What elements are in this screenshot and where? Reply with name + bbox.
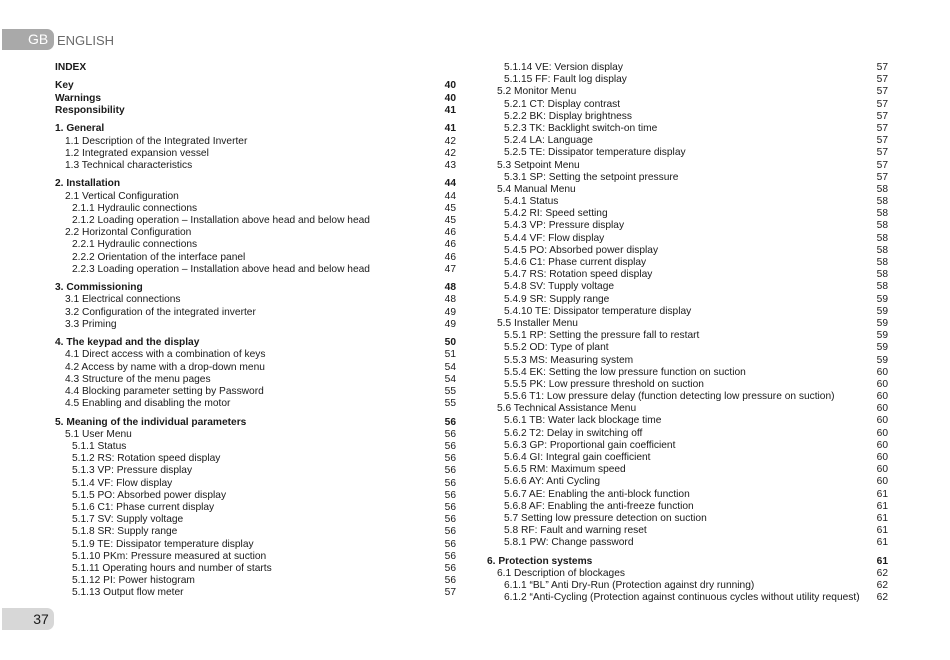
index-entry-page: 57	[876, 147, 888, 159]
index-entry	[487, 208, 888, 220]
index-entry-page: 59	[876, 330, 888, 342]
index-entry	[487, 391, 888, 403]
index-entry-page: 56	[444, 477, 456, 489]
index-entry	[487, 403, 888, 415]
index-entry-page: 56	[444, 562, 456, 574]
index-entry-title: 5.2 Monitor Menu	[497, 86, 577, 98]
index-entry-title: 5.1.7 SV: Supply voltage	[72, 514, 184, 526]
index-entry-page: 57	[876, 86, 888, 98]
index-entry	[487, 147, 888, 159]
index-entry	[487, 556, 888, 568]
index-entry-page: 56	[444, 428, 456, 440]
index-entry-page: 62	[876, 580, 888, 592]
index-entry	[55, 178, 456, 190]
index-entry	[55, 319, 456, 331]
index-entry-page: 57	[876, 159, 888, 171]
index-entry-page: 58	[876, 208, 888, 220]
index-entry	[487, 428, 888, 440]
index-entry-page: 46	[444, 227, 456, 239]
index-entry	[487, 415, 888, 427]
index-entry	[55, 349, 456, 361]
index-entry	[487, 525, 888, 537]
index-left-column	[55, 62, 456, 599]
index-entry-title: 2.1.2 Loading operation – Installation above head and below head	[72, 214, 370, 226]
index-entry-page: 59	[876, 342, 888, 354]
index-entry-title: 2. Installation	[55, 178, 121, 190]
index-entry-page: 56	[444, 416, 456, 428]
index-entry-title: 1.2 Integrated expansion vessel	[65, 147, 209, 159]
index-entry-page: 40	[444, 80, 456, 92]
index-entry-page: 61	[876, 500, 888, 512]
index-entry	[487, 294, 888, 306]
index-entry	[55, 587, 456, 599]
index-entry-title: 5.1.4 VF: Flow display	[72, 477, 173, 489]
index-entry-page: 56	[444, 514, 456, 526]
index-entry	[55, 80, 456, 92]
index-entry	[487, 452, 888, 464]
index-entry-title: 3.1 Electrical connections	[65, 294, 181, 306]
index-entry-title: 5.6.8 AF: Enabling the anti-freeze function	[504, 500, 694, 512]
index-entry	[487, 318, 888, 330]
index-entry	[487, 440, 888, 452]
index-entry-page: 54	[444, 361, 456, 373]
index-entry	[55, 264, 456, 276]
index-entry	[487, 220, 888, 232]
index-entry-page: 60	[876, 378, 888, 390]
index-entry	[487, 86, 888, 98]
index-entry-title: 5.1.2 RS: Rotation speed display	[72, 453, 221, 465]
index-entry-title: 2.2.2 Orientation of the interface panel	[72, 251, 246, 263]
index-entry	[55, 502, 456, 514]
index-entry-title: 5.1.10 PKm: Pressure measured at suction	[72, 550, 267, 562]
index-entry-title: 6.1.2 “Anti-Cycling (Protection against continuous cycles without utility request)	[504, 592, 860, 604]
index-entry-title: 5.5.1 RP: Setting the pressure fall to restart	[504, 330, 700, 342]
index-entry-title: 1.3 Technical characteristics	[65, 159, 193, 171]
index-entry-title: 5.3 Setpoint Menu	[497, 159, 580, 171]
index-entry-title: 5.1.9 TE: Dissipator temperature display	[72, 538, 254, 550]
index-entry-title: 4.5 Enabling and disabling the motor	[65, 398, 231, 410]
index-entry-page: 56	[444, 441, 456, 453]
index-entry-title: 5.5.2 OD: Type of plant	[504, 342, 609, 354]
index-entry-title: Warnings	[55, 92, 102, 104]
index-entry	[55, 526, 456, 538]
index-entry-page: 60	[876, 439, 888, 451]
index-entry-title: 5.6 Technical Assistance Menu	[497, 403, 637, 415]
index-entry-page: 55	[444, 398, 456, 410]
index-entry-page: 60	[876, 476, 888, 488]
index-entry-title: 5.5.4 EK: Setting the low pressure function on suction	[504, 366, 746, 378]
index-entry-page: 56	[444, 538, 456, 550]
index-entry-title: 5.6.4 GI: Integral gain coefficient	[504, 452, 651, 463]
index-entry	[487, 476, 888, 488]
index-entry-page: 61	[876, 488, 888, 500]
index-entry-page: 50	[444, 337, 456, 349]
index-entry	[55, 417, 456, 429]
index-entry-page: 42	[444, 147, 456, 159]
index-entry-title: 5.5 Installer Menu	[497, 317, 578, 329]
index-entry-page: 59	[876, 317, 888, 329]
index-entry	[487, 196, 888, 208]
index-entry	[55, 551, 456, 563]
index-entry	[487, 306, 888, 318]
index-entry-title: 5.2.5 TE: Dissipator temperature display	[504, 147, 686, 159]
index-entry	[487, 184, 888, 196]
index-entry-title: 3. Commissioning	[55, 282, 143, 294]
index-entry-title: 5.4.4 VF: Flow display	[504, 232, 605, 244]
index-entry	[487, 245, 888, 257]
index-entry	[55, 62, 456, 74]
index-entry-title: 2.1 Vertical Configuration	[65, 190, 179, 202]
index-entry-page: 57	[876, 62, 888, 73]
index-entry	[55, 252, 456, 264]
language-code-tab: GB	[2, 29, 54, 50]
index-entry-page: 45	[444, 214, 456, 226]
index-entry-page: 42	[444, 135, 456, 147]
index-entry-page: 56	[444, 501, 456, 513]
index-entry-page: 58	[876, 196, 888, 208]
index-entry-title: Responsibility	[55, 104, 125, 116]
index-entry-page: 46	[444, 251, 456, 263]
index-entry-page: 40	[444, 92, 456, 104]
index-entry-title: 3.3 Priming	[65, 318, 117, 330]
index-entry	[55, 191, 456, 203]
index-entry-page: 58	[876, 220, 888, 232]
index-entry	[55, 478, 456, 490]
index-entry	[55, 239, 456, 251]
index-entry-page: 41	[444, 104, 456, 116]
index-entry-title: 4.2 Access by name with a drop-down menu	[65, 361, 265, 373]
index-entry	[487, 74, 888, 86]
index-entry-title: 5. Meaning of the individual parameters	[55, 416, 247, 428]
index-entry-title: 5.4.10 TE: Dissipator temperature display	[504, 305, 692, 317]
index-entry	[487, 489, 888, 501]
index-entry-page: 60	[876, 452, 888, 463]
index-entry-title: 6. Protection systems	[487, 555, 593, 567]
index-entry-page: 62	[876, 567, 888, 579]
index-entry	[487, 123, 888, 135]
index-entry	[487, 379, 888, 391]
index-entry-page: 54	[444, 373, 456, 385]
index-entry	[487, 111, 888, 123]
index-entry	[55, 514, 456, 526]
language-label: ENGLISH	[57, 33, 115, 48]
index-entry	[55, 386, 456, 398]
index-entry-title: 2.2.1 Hydraulic connections	[72, 239, 198, 251]
index-entry-page: 51	[444, 349, 456, 361]
index-entry-page: 55	[444, 385, 456, 397]
index-entry-title: 5.2.3 TK: Backlight switch-on time	[504, 122, 658, 134]
index-entry-page: 57	[876, 122, 888, 134]
index-entry-title: 5.4 Manual Menu	[497, 183, 576, 195]
index-entry	[487, 160, 888, 172]
index-entry	[55, 337, 456, 349]
index-entry	[55, 282, 456, 294]
index-entry	[55, 160, 456, 172]
index-entry	[487, 172, 888, 184]
index-entry-page: 61	[876, 525, 888, 537]
index-entry	[55, 563, 456, 575]
index-entry-title: 2.2 Horizontal Configuration	[65, 227, 192, 239]
index-entry-title: 5.4.9 SR: Supply range	[504, 293, 610, 305]
index-entry-page: 46	[444, 239, 456, 251]
index-entry	[55, 453, 456, 465]
index-entry-page: 56	[444, 550, 456, 562]
index-entry-title: 4. The keypad and the display	[55, 337, 200, 349]
index-entry	[487, 464, 888, 476]
index-entry	[55, 374, 456, 386]
index-entry-page: 58	[876, 269, 888, 281]
index-entry-title: 5.1.13 Output flow meter	[72, 587, 184, 599]
index-entry-title: 5.1.1 Status	[72, 441, 127, 453]
index-entry-page: 61	[876, 555, 888, 567]
index-entry-title: 5.4.2 RI: Speed setting	[504, 208, 608, 220]
index-entry-title: 5.6.3 GP: Proportional gain coefficient	[504, 439, 676, 451]
index-entry-title: 5.6.5 RM: Maximum speed	[504, 464, 626, 476]
index-entry-page: 49	[444, 306, 456, 318]
index-entry-title: 5.1.12 PI: Power histogram	[72, 575, 195, 587]
index-entry-title: 4.1 Direct access with a combination of keys	[65, 349, 266, 361]
index-entry	[55, 93, 456, 105]
index-entry-page: 56	[444, 453, 456, 465]
index-entry-page: 57	[876, 74, 888, 86]
index-entry	[487, 580, 888, 592]
index-entry-page: 48	[444, 294, 456, 306]
index-entry-title: 2.2.3 Loading operation – Installation above head and below head	[72, 263, 370, 275]
index-entry-page: 56	[444, 575, 456, 587]
index-entry-page: 58	[876, 281, 888, 293]
index-entry-title: 6.1 Description of blockages	[497, 567, 625, 579]
index-entry-title: Key	[55, 80, 74, 92]
index-entry-page: 47	[444, 263, 456, 275]
index-entry-title: 5.1.15 FF: Fault log display	[504, 74, 627, 86]
index-entry-page: 48	[444, 282, 456, 294]
index-entry-title: 5.1.5 PO: Absorbed power display	[72, 489, 227, 501]
page-number: 37	[2, 608, 54, 630]
index-entry-title: 5.1.11 Operating hours and number of starts	[72, 562, 272, 574]
index-entry-page: 56	[444, 465, 456, 477]
index-entry-title: 3.2 Configuration of the integrated inverter	[65, 306, 256, 318]
index-entry-page: 41	[444, 123, 456, 135]
index-entry	[487, 513, 888, 525]
index-entry-title: 1. General	[55, 123, 105, 135]
index-entry	[487, 330, 888, 342]
index-entry	[487, 592, 888, 604]
index-entry-page: 59	[876, 354, 888, 366]
index-entry-title: 5.6.1 TB: Water lack blockage time	[504, 415, 662, 427]
index-entry	[55, 307, 456, 319]
index-right-column	[487, 62, 888, 605]
index-entry	[55, 203, 456, 215]
index-entry	[487, 537, 888, 549]
index-entry	[487, 281, 888, 293]
index-entry-page: 60	[876, 415, 888, 427]
index-entry	[487, 342, 888, 354]
index-entry	[487, 269, 888, 281]
index-entry-page: 60	[876, 366, 888, 378]
index-entry-page: 44	[444, 178, 456, 190]
index-entry	[55, 465, 456, 477]
index-entry	[55, 362, 456, 374]
index-entry-title: 5.1.3 VP: Pressure display	[72, 465, 193, 477]
index-entry-title: 5.2.4 LA: Language	[504, 135, 593, 147]
index-entry-page: 57	[876, 135, 888, 147]
index-entry-title: 5.5.3 MS: Measuring system	[504, 354, 634, 366]
index-entry-title: 5.5.5 PK: Low pressure threshold on suction	[504, 378, 704, 390]
index-entry-title: 5.4.1 Status	[504, 196, 559, 208]
index-entry-page: 58	[876, 257, 888, 268]
index-entry-page: 60	[876, 464, 888, 476]
index-entry-page: 57	[444, 587, 456, 599]
index-entry-title: 5.1 User Menu	[65, 428, 132, 440]
index-entry-page: 45	[444, 202, 456, 214]
index-entry-page: 57	[876, 171, 888, 183]
index-entry	[55, 227, 456, 239]
index-entry-page: 60	[876, 427, 888, 439]
index-entry-title: 4.3 Structure of the menu pages	[65, 373, 211, 385]
index-entry-title: 5.8.1 PW: Change password	[504, 537, 634, 549]
index-entry-page: 44	[444, 190, 456, 202]
index-entry	[487, 99, 888, 111]
index-entry-title: 5.4.6 C1: Phase current display	[504, 257, 647, 268]
index-entry-title: 5.8 RF: Fault and warning reset	[504, 525, 647, 537]
index-entry	[487, 257, 888, 269]
index-entry-title: 5.6.6 AY: Anti Cycling	[504, 476, 601, 488]
index-entry-title: 1.1 Description of the Integrated Inverter	[65, 135, 248, 147]
index-entry-page: 58	[876, 244, 888, 256]
index-entry-title: 5.5.6 T1: Low pressure delay (function detecting low pressure on suction)	[504, 391, 835, 403]
index-entry	[55, 575, 456, 587]
index-entry	[55, 123, 456, 135]
index-entry-page: 61	[876, 537, 888, 549]
index-entry-page: 57	[876, 110, 888, 122]
index-entry	[487, 568, 888, 580]
index-entry	[55, 490, 456, 502]
index-entry	[55, 398, 456, 410]
index-entry-title: 5.6.2 T2: Delay in switching off	[504, 427, 643, 439]
index-entry-title: INDEX	[55, 62, 87, 73]
index-entry-title: 6.1.1 “BL” Anti Dry-Run (Protection against dry running)	[504, 580, 755, 592]
index-entry	[55, 539, 456, 551]
index-entry-title: 5.6.7 AE: Enabling the anti-block function	[504, 488, 690, 500]
index-entry-title: 5.2.1 CT: Display contrast	[504, 98, 621, 110]
index-entry-page: 59	[876, 293, 888, 305]
index-entry	[55, 215, 456, 227]
index-entry-page: 56	[444, 526, 456, 538]
index-entry-title: 5.4.5 PO: Absorbed power display	[504, 244, 659, 256]
index-entry-page: 43	[444, 159, 456, 171]
index-entry	[487, 62, 888, 74]
index-entry	[487, 501, 888, 513]
index-entry-title: 5.3.1 SP: Setting the setpoint pressure	[504, 171, 679, 183]
index-entry-title: 5.4.3 VP: Pressure display	[504, 220, 625, 232]
index-entry-title: 5.1.14 VE: Version display	[504, 62, 623, 73]
index-entry-title: 4.4 Blocking parameter setting by Password	[65, 385, 264, 397]
index-entry	[55, 429, 456, 441]
index-entry	[55, 441, 456, 453]
index-entry-page: 58	[876, 232, 888, 244]
index-entry	[487, 233, 888, 245]
index-entry-title: 5.7 Setting low pressure detection on suction	[504, 512, 707, 524]
index-entry-title: 5.1.6 C1: Phase current display	[72, 501, 215, 513]
index-entry-page: 60	[876, 403, 888, 415]
index-entry	[55, 105, 456, 117]
index-entry-page: 59	[876, 305, 888, 317]
index-entry-page: 56	[444, 489, 456, 501]
index-entry-title: 5.2.2 BK: Display brightness	[504, 110, 632, 122]
index-entry-page: 49	[444, 318, 456, 330]
index-entry	[487, 135, 888, 147]
index-entry-title: 2.1.1 Hydraulic connections	[72, 202, 198, 214]
index-entry	[487, 355, 888, 367]
index-entry-title: 5.4.8 SV: Tupply voltage	[504, 281, 615, 293]
index-entry	[55, 294, 456, 306]
index-entry-page: 62	[876, 592, 888, 604]
index-entry	[487, 367, 888, 379]
index-entry-page: 58	[876, 183, 888, 195]
index-entry-title: 5.4.7 RS: Rotation speed display	[504, 269, 653, 281]
index-entry-page: 61	[876, 512, 888, 524]
index-entry-title: 5.1.8 SR: Supply range	[72, 526, 178, 538]
index-entry	[55, 148, 456, 160]
index-entry	[55, 136, 456, 148]
index-entry-page: 60	[876, 391, 888, 403]
index-entry-page: 57	[876, 98, 888, 110]
